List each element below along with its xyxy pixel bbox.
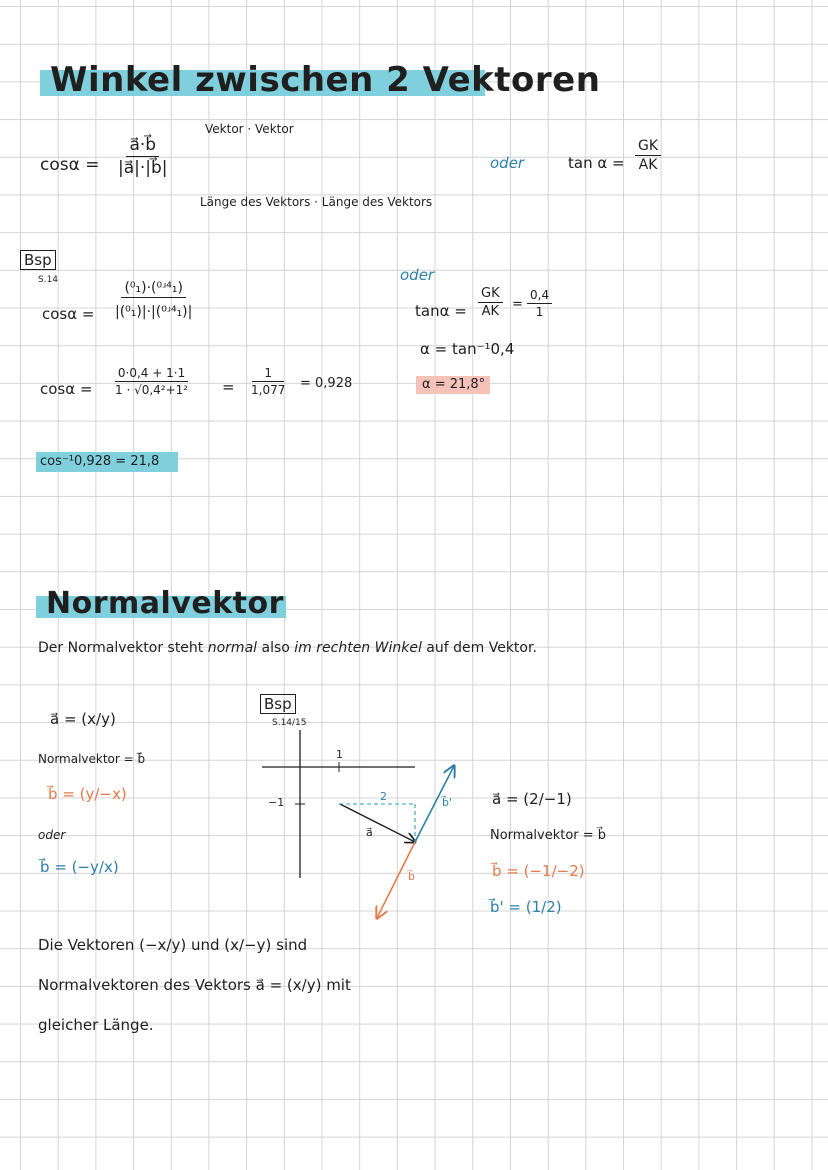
- label-a: a⃗: [366, 826, 373, 839]
- frac3-numerator: 1: [252, 366, 284, 382]
- tan-label-2: tanα =: [415, 302, 467, 320]
- oder-label: oder: [490, 154, 525, 172]
- tan3-numerator: 0,4: [527, 288, 552, 304]
- axis-label-minus1: −1: [268, 796, 285, 809]
- cos2-label: cosα =: [40, 380, 93, 398]
- formula-denominator: |a⃗|·|b⃗|: [118, 158, 168, 178]
- intro-rechten: im rechten Winkel: [294, 640, 422, 656]
- right-a: a⃗ = (2/−1): [492, 790, 572, 808]
- summary-line-2: Normalvektoren des Vektors a⃗ = (x/y) mit: [38, 976, 351, 994]
- label-b: b⃗: [408, 870, 415, 883]
- intro-c: auf dem Vektor.: [426, 640, 537, 656]
- axis-label-1: 1: [336, 748, 343, 761]
- note-vektor-vektor: Vektor · Vektor: [205, 122, 294, 136]
- tan2-numerator: GK: [478, 286, 503, 303]
- bsp-box-2: Bsp: [260, 694, 296, 714]
- tan-eq-2: =: [512, 297, 523, 312]
- cos1-denominator: |(⁰₁)|·|(⁰ʴ⁴₁)|: [115, 304, 193, 320]
- summary-line-1: Die Vektoren (−x/y) und (x/−y) sind: [38, 936, 308, 954]
- right-b-prime: b⃗' = (1/2): [490, 898, 562, 916]
- label-b-prime: b⃗': [442, 796, 453, 809]
- right-normal: Normalvektor = b⃗: [490, 828, 607, 843]
- vector-a: [340, 804, 415, 842]
- section2-title: Normalvektor: [46, 586, 284, 621]
- intro-b: also: [261, 640, 290, 656]
- cos2-numerator: 0·0,4 + 1·1: [115, 366, 188, 382]
- tan-label: tan α =: [568, 154, 625, 172]
- formula-numerator: a⃗·b⃗: [126, 135, 159, 157]
- alpha-result: α = 21,8°: [422, 377, 486, 392]
- eq-sign: =: [222, 378, 235, 396]
- tan2-denominator: AK: [481, 304, 500, 319]
- cos-result: = 0,928: [300, 376, 353, 391]
- normal-label: Normalvektor = b⃗: [38, 752, 146, 766]
- bsp-page: S.14: [38, 275, 59, 285]
- tan3-denominator: 1: [535, 305, 544, 319]
- label-2: 2: [380, 790, 387, 803]
- tan-numerator: GK: [635, 138, 661, 156]
- page-title: Winkel zwischen 2 Vektoren: [50, 60, 601, 100]
- right-b: b⃗ = (−1/−2): [492, 862, 585, 880]
- b2-def: b⃗ = (−y/x): [40, 858, 119, 876]
- cos1-label: cosα =: [42, 305, 95, 323]
- cos1-numerator: (⁰₁)·(⁰ʴ⁴₁): [121, 280, 186, 298]
- vec-a-def: a⃗ = (x/y): [50, 710, 116, 728]
- b1-def: b⃗ = (y/−x): [48, 785, 127, 803]
- summary-line-3: gleicher Länge.: [38, 1016, 154, 1034]
- oder-3: oder: [38, 828, 66, 842]
- note-laenge: Länge des Vektors · Länge des Vektors: [200, 195, 433, 209]
- bsp-box: Bsp: [20, 250, 56, 270]
- bsp-page-2: S.14/15: [272, 718, 307, 728]
- tan-denominator: AK: [638, 157, 658, 173]
- cos-label: cosα =: [40, 155, 100, 175]
- intro-normal: normal: [207, 640, 258, 656]
- frac3-denominator: 1,077: [251, 383, 286, 397]
- intro-a: Der Normalvektor steht: [38, 640, 204, 656]
- final-result: cos⁻¹0,928 = 21,8: [40, 454, 160, 469]
- alpha-line: α = tan⁻¹0,4: [420, 340, 515, 358]
- cos2-denominator: 1 · √0,4²+1²: [115, 383, 189, 397]
- oder-label-2: oder: [400, 266, 435, 284]
